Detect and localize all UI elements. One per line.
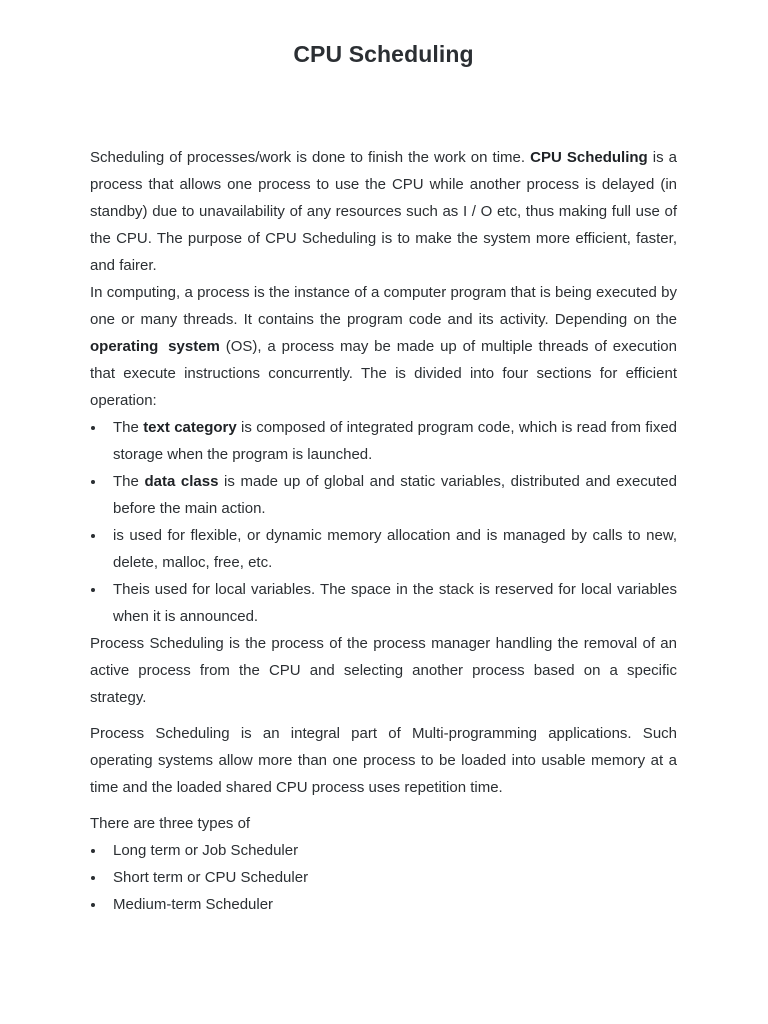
list-item: Long term or Job Scheduler bbox=[90, 837, 677, 864]
document-body bbox=[90, 144, 677, 918]
list-item: Medium-term Scheduler bbox=[90, 891, 677, 918]
types-intro: There are three types of bbox=[90, 815, 251, 832]
list-item: Short term or CPU Scheduler bbox=[90, 864, 677, 891]
list-item: is used for flexible, or dynamic memory allocation and is managed by calls to new, delete, malloc, free, etc. bbox=[90, 522, 677, 576]
list-item: The data class is made up of global and static variables, distributed and executed before the main action. bbox=[90, 468, 677, 522]
intro-paragraph-2: In computing, a process is the instance of a computer program that is being executed by one or many threads. It contains the program code and its activity. Depending on the operating system (OS), a process may be made up of multiple threads of execution that execute instructions concurrently. The is divided into four sections for efficient operation: bbox=[90, 284, 677, 409]
paragraph-process-scheduling: Process Scheduling is the process of the process manager handling the removal of an active process from the CPU and selecting another process based on a specific strategy. bbox=[90, 635, 677, 706]
page-title: CPU Scheduling bbox=[293, 41, 474, 67]
scheduler-types-list bbox=[90, 837, 677, 918]
intro-paragraph-1: Scheduling of processes/work is done to finish the work on time. CPU Scheduling is a process that allows one process to use the CPU while another process is delayed (in standby) due to unavailability of any resources such as I / O etc, thus making full use of the CPU. The purpose of CPU Scheduling is to make the system more efficient, faster, and fairer. bbox=[90, 149, 677, 274]
paragraph-multiprogramming: Process Scheduling is an integral part of Multi-programming applications. Such operating systems allow more than one process to be loaded into usable memory at a time and the loaded shared CPU process uses repetition time. bbox=[90, 725, 677, 796]
bold-term-operating-system: operating system bbox=[90, 338, 220, 355]
bold-term-cpu-scheduling: CPU Scheduling bbox=[530, 149, 648, 166]
process-sections-list bbox=[90, 414, 677, 630]
list-item: The text category is composed of integrated program code, which is read from fixed storage when the program is launched. bbox=[90, 414, 677, 468]
list-item: Theis used for local variables. The space in the stack is reserved for local variables when it is announced. bbox=[90, 576, 677, 630]
